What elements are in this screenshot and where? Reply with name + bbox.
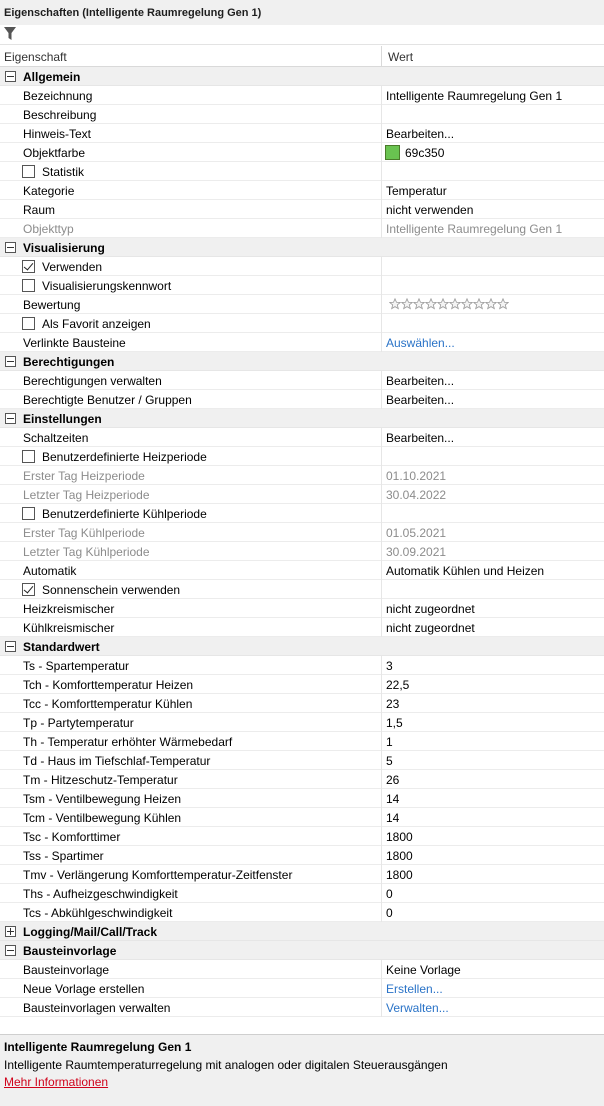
collapse-icon[interactable] bbox=[5, 242, 16, 253]
row-divider bbox=[381, 561, 382, 580]
property-value[interactable]: 1800 bbox=[386, 849, 413, 863]
row-divider bbox=[381, 618, 382, 637]
column-divider[interactable] bbox=[381, 46, 382, 67]
expand-icon[interactable] bbox=[5, 926, 16, 937]
property-value[interactable]: 5 bbox=[386, 754, 393, 768]
row-divider bbox=[381, 960, 382, 979]
row-divider bbox=[381, 694, 382, 713]
property-row[interactable] bbox=[0, 808, 604, 827]
column-header bbox=[0, 46, 604, 67]
row-divider bbox=[381, 656, 382, 675]
row-divider bbox=[381, 447, 382, 466]
property-row[interactable] bbox=[0, 789, 604, 808]
property-kuehlperiode[interactable] bbox=[0, 504, 604, 523]
star-icon[interactable] bbox=[389, 297, 401, 311]
property-hinweis-text[interactable] bbox=[0, 124, 604, 143]
property-vorlagen-verwalten[interactable] bbox=[0, 998, 604, 1017]
property-automatik[interactable] bbox=[0, 561, 604, 580]
property-row[interactable] bbox=[0, 827, 604, 846]
category-allgemein[interactable] bbox=[0, 67, 604, 86]
row-divider bbox=[381, 219, 382, 238]
property-row[interactable] bbox=[0, 903, 604, 922]
property-label: Heizkreismischer bbox=[23, 602, 115, 616]
property-label: Berechtigungen verwalten bbox=[23, 374, 162, 388]
property-value[interactable]: Bearbeiten... bbox=[386, 431, 455, 445]
row-divider bbox=[381, 124, 382, 143]
heizperiode-checkbox[interactable] bbox=[22, 450, 35, 463]
property-label: Sonnenschein verwenden bbox=[42, 583, 181, 597]
category-logging[interactable] bbox=[0, 922, 604, 941]
property-label: Hinweis-Text bbox=[23, 127, 92, 141]
property-bezeichnung[interactable] bbox=[0, 86, 604, 105]
row-divider bbox=[381, 998, 382, 1017]
star-icon[interactable] bbox=[485, 297, 497, 311]
category-label: Einstellungen bbox=[23, 412, 102, 426]
property-beschreibung[interactable] bbox=[0, 105, 604, 124]
property-label: Berechtigte Benutzer / Gruppen bbox=[23, 393, 192, 407]
column-header-property[interactable]: Eigenschaft bbox=[4, 50, 67, 64]
property-label: Bausteinvorlagen verwalten bbox=[23, 1001, 171, 1015]
category-label: Standardwert bbox=[23, 640, 100, 654]
property-value[interactable]: 1,5 bbox=[386, 716, 403, 730]
property-value[interactable]: 1800 bbox=[386, 868, 413, 882]
row-divider bbox=[381, 143, 382, 162]
row-divider bbox=[381, 276, 382, 295]
row-divider bbox=[381, 523, 382, 542]
property-label: Tm - Hitzeschutz-Temperatur bbox=[23, 773, 178, 787]
row-divider bbox=[381, 105, 382, 124]
row-divider bbox=[381, 181, 382, 200]
property-label: Erster Tag Kühlperiode bbox=[23, 526, 145, 540]
property-label: Tp - Partytemperatur bbox=[23, 716, 134, 730]
star-icon[interactable] bbox=[497, 297, 509, 311]
star-icon[interactable] bbox=[473, 297, 485, 311]
star-icon[interactable] bbox=[401, 297, 413, 311]
property-kuehlkreismischer[interactable] bbox=[0, 618, 604, 637]
collapse-icon[interactable] bbox=[5, 356, 16, 367]
category-label: Bausteinvorlage bbox=[23, 944, 117, 958]
row-divider bbox=[381, 485, 382, 504]
favorit-checkbox[interactable] bbox=[22, 317, 35, 330]
property-erster-tag-heizperiode bbox=[0, 466, 604, 485]
property-value[interactable]: Bearbeiten... bbox=[386, 393, 455, 407]
property-label: Tcm - Ventilbewegung Kühlen bbox=[23, 811, 182, 825]
row-divider bbox=[381, 333, 382, 352]
property-bewertung[interactable] bbox=[0, 295, 604, 314]
property-label: Ths - Aufheizgeschwindigkeit bbox=[23, 887, 178, 901]
star-icon[interactable] bbox=[413, 297, 425, 311]
sonnenschein-checkbox[interactable] bbox=[22, 583, 35, 596]
row-divider bbox=[381, 751, 382, 770]
property-kategorie[interactable] bbox=[0, 181, 604, 200]
verwenden-checkbox[interactable] bbox=[22, 260, 35, 273]
row-divider bbox=[381, 865, 382, 884]
category-label: Berechtigungen bbox=[23, 355, 115, 369]
property-value[interactable]: 22,5 bbox=[386, 678, 410, 692]
category-berechtigungen[interactable] bbox=[0, 352, 604, 371]
property-raum[interactable] bbox=[0, 200, 604, 219]
property-label: Raum bbox=[23, 203, 56, 217]
property-berechtigungen-verwalten[interactable] bbox=[0, 371, 604, 390]
collapse-icon[interactable] bbox=[5, 641, 16, 652]
property-heizperiode[interactable] bbox=[0, 447, 604, 466]
row-divider bbox=[381, 979, 382, 998]
property-value[interactable]: Bearbeiten... bbox=[386, 374, 455, 388]
category-standardwert[interactable] bbox=[0, 637, 604, 656]
row-divider bbox=[381, 846, 382, 865]
property-value[interactable]: Keine Vorlage bbox=[386, 963, 461, 977]
description-title: Intelligente Raumregelung Gen 1 bbox=[4, 1040, 192, 1054]
collapse-icon[interactable] bbox=[5, 71, 16, 82]
property-sonnenschein[interactable] bbox=[0, 580, 604, 599]
collapse-icon[interactable] bbox=[5, 945, 16, 956]
property-value: 30.09.2021 bbox=[386, 545, 447, 559]
star-icon[interactable] bbox=[437, 297, 449, 311]
collapse-icon[interactable] bbox=[5, 413, 16, 424]
property-value[interactable]: 23 bbox=[386, 697, 400, 711]
property-erster-tag-kuehlperiode bbox=[0, 523, 604, 542]
row-divider bbox=[381, 884, 382, 903]
property-row[interactable] bbox=[0, 865, 604, 884]
property-label: Letzter Tag Heizperiode bbox=[23, 488, 150, 502]
property-heizkreismischer[interactable] bbox=[0, 599, 604, 618]
property-row[interactable] bbox=[0, 694, 604, 713]
erstellen-link[interactable]: Erstellen... bbox=[386, 982, 443, 996]
category-einstellungen[interactable] bbox=[0, 409, 604, 428]
row-divider bbox=[381, 732, 382, 751]
property-label: Bezeichnung bbox=[23, 89, 93, 103]
kuehlperiode-checkbox[interactable] bbox=[22, 507, 35, 520]
property-value[interactable]: Automatik Kühlen und Heizen bbox=[386, 564, 545, 578]
property-row[interactable] bbox=[0, 713, 604, 732]
property-label: Verwenden bbox=[42, 260, 103, 274]
property-value[interactable]: 14 bbox=[386, 811, 400, 825]
category-label: Visualisierung bbox=[23, 241, 105, 255]
property-value: 01.10.2021 bbox=[386, 469, 447, 483]
property-value[interactable]: nicht zugeordnet bbox=[386, 621, 475, 635]
star-icon[interactable] bbox=[449, 297, 461, 311]
property-value[interactable]: 3 bbox=[386, 659, 393, 673]
row-divider bbox=[381, 466, 382, 485]
property-schaltzeiten[interactable] bbox=[0, 428, 604, 447]
row-divider bbox=[381, 789, 382, 808]
property-visualisierungskennwort[interactable] bbox=[0, 276, 604, 295]
kennwort-checkbox[interactable] bbox=[22, 279, 35, 292]
property-verlinkte-bausteine[interactable] bbox=[0, 333, 604, 352]
property-value: 30.04.2022 bbox=[386, 488, 447, 502]
property-label: Automatik bbox=[23, 564, 77, 578]
row-divider bbox=[381, 808, 382, 827]
property-letzter-tag-kuehlperiode bbox=[0, 542, 604, 561]
row-divider bbox=[381, 295, 382, 314]
property-objektfarbe[interactable] bbox=[0, 143, 604, 162]
property-label: Tmv - Verlängerung Komforttemperatur-Zeitfenster bbox=[23, 868, 293, 882]
property-value[interactable]: Temperatur bbox=[386, 184, 447, 198]
property-value[interactable]: 14 bbox=[386, 792, 400, 806]
category-label: Allgemein bbox=[23, 70, 81, 84]
row-divider bbox=[381, 371, 382, 390]
property-row[interactable] bbox=[0, 884, 604, 903]
property-label: Tsm - Ventilbewegung Heizen bbox=[23, 792, 182, 806]
column-header-value[interactable]: Wert bbox=[388, 50, 414, 64]
property-label: Neue Vorlage erstellen bbox=[23, 982, 145, 996]
standardwert-rows bbox=[0, 656, 604, 922]
property-verwenden[interactable] bbox=[0, 257, 604, 276]
row-divider bbox=[381, 390, 382, 409]
property-label: Verlinkte Bausteine bbox=[23, 336, 126, 350]
row-divider bbox=[381, 713, 382, 732]
property-row[interactable] bbox=[0, 846, 604, 865]
property-value[interactable]: 0 bbox=[386, 906, 393, 920]
star-icon[interactable] bbox=[461, 297, 473, 311]
property-label: Als Favorit anzeigen bbox=[42, 317, 151, 331]
property-value[interactable]: nicht verwenden bbox=[386, 203, 474, 217]
description-panel bbox=[0, 1034, 604, 1106]
row-divider bbox=[381, 428, 382, 447]
row-divider bbox=[381, 675, 382, 694]
property-label: Benutzerdefinierte Heizperiode bbox=[42, 450, 207, 464]
property-label: Beschreibung bbox=[23, 108, 97, 122]
property-row[interactable] bbox=[0, 656, 604, 675]
property-value[interactable]: 1800 bbox=[386, 830, 413, 844]
property-row[interactable] bbox=[0, 751, 604, 770]
row-divider bbox=[381, 903, 382, 922]
row-divider bbox=[381, 580, 382, 599]
property-label: Kühlkreismischer bbox=[23, 621, 115, 635]
row-divider bbox=[381, 827, 382, 846]
property-favorit[interactable] bbox=[0, 314, 604, 333]
row-divider bbox=[381, 257, 382, 276]
row-divider bbox=[381, 770, 382, 789]
property-label: Kategorie bbox=[23, 184, 75, 198]
property-label: Bausteinvorlage bbox=[23, 963, 110, 977]
property-label: Ts - Spartemperatur bbox=[23, 659, 130, 673]
category-label: Logging/Mail/Call/Track bbox=[23, 925, 158, 939]
property-letzter-tag-heizperiode bbox=[0, 485, 604, 504]
star-icon[interactable] bbox=[425, 297, 437, 311]
property-label: Visualisierungskennwort bbox=[42, 279, 172, 293]
property-label: Bewertung bbox=[23, 298, 81, 312]
row-divider bbox=[381, 162, 382, 181]
statistik-checkbox[interactable] bbox=[22, 165, 35, 178]
description-text: Intelligente Raumtemperaturregelung mit analogen oder digitalen Steuerausgängen bbox=[4, 1058, 448, 1072]
filter-bar[interactable] bbox=[0, 25, 604, 45]
row-divider bbox=[381, 314, 382, 333]
property-label: Erster Tag Heizperiode bbox=[23, 469, 145, 483]
category-visualisierung[interactable] bbox=[0, 238, 604, 257]
verwalten-link[interactable]: Verwalten... bbox=[386, 1001, 449, 1015]
row-divider bbox=[381, 542, 382, 561]
property-row[interactable] bbox=[0, 732, 604, 751]
property-label: Schaltzeiten bbox=[23, 431, 89, 445]
property-value: Intelligente Raumregelung Gen 1 bbox=[386, 222, 563, 236]
property-statistik[interactable] bbox=[0, 162, 604, 181]
property-label: Letzter Tag Kühlperiode bbox=[23, 545, 150, 559]
property-berechtigte-benutzer[interactable] bbox=[0, 390, 604, 409]
row-divider bbox=[381, 504, 382, 523]
property-label: Tcc - Komforttemperatur Kühlen bbox=[23, 697, 193, 711]
property-row[interactable] bbox=[0, 770, 604, 789]
property-label: Th - Temperatur erhöhter Wärmebedarf bbox=[23, 735, 233, 749]
property-label: Tsc - Komforttimer bbox=[23, 830, 121, 844]
property-value[interactable]: 0 bbox=[386, 887, 393, 901]
property-label: Objektfarbe bbox=[23, 146, 86, 160]
property-value[interactable]: 26 bbox=[386, 773, 400, 787]
filter-icon[interactable] bbox=[4, 27, 16, 41]
panel-title: Eigenschaften (Intelligente Raumregelung Gen 1) bbox=[0, 0, 604, 25]
property-value: 01.05.2021 bbox=[386, 526, 447, 540]
property-row[interactable] bbox=[0, 675, 604, 694]
color-swatch[interactable] bbox=[385, 145, 400, 160]
property-value[interactable]: Bearbeiten... bbox=[386, 127, 455, 141]
property-value[interactable]: 1 bbox=[386, 735, 393, 749]
property-value[interactable]: Intelligente Raumregelung Gen 1 bbox=[386, 89, 563, 103]
category-bausteinvorlage[interactable] bbox=[0, 941, 604, 960]
property-label: Tcs - Abkühlgeschwindigkeit bbox=[23, 906, 173, 920]
property-label: Benutzerdefinierte Kühlperiode bbox=[42, 507, 207, 521]
color-value[interactable]: 69c350 bbox=[405, 146, 445, 160]
property-grid bbox=[0, 67, 604, 1017]
rating-stars[interactable] bbox=[389, 297, 509, 311]
property-value[interactable]: nicht zugeordnet bbox=[386, 602, 475, 616]
property-label: Objekttyp bbox=[23, 222, 74, 236]
row-divider bbox=[381, 86, 382, 105]
more-info-link[interactable]: Mehr Informationen bbox=[4, 1075, 109, 1089]
row-divider bbox=[381, 200, 382, 219]
property-objekttyp bbox=[0, 219, 604, 238]
property-label: Statistik bbox=[42, 165, 85, 179]
property-bausteinvorlage[interactable] bbox=[0, 960, 604, 979]
auswaehlen-link[interactable]: Auswählen... bbox=[386, 336, 455, 350]
property-label: Tch - Komforttemperatur Heizen bbox=[23, 678, 194, 692]
row-divider bbox=[381, 599, 382, 618]
property-label: Tss - Spartimer bbox=[23, 849, 104, 863]
property-neue-vorlage[interactable] bbox=[0, 979, 604, 998]
property-label: Td - Haus im Tiefschlaf-Temperatur bbox=[23, 754, 211, 768]
